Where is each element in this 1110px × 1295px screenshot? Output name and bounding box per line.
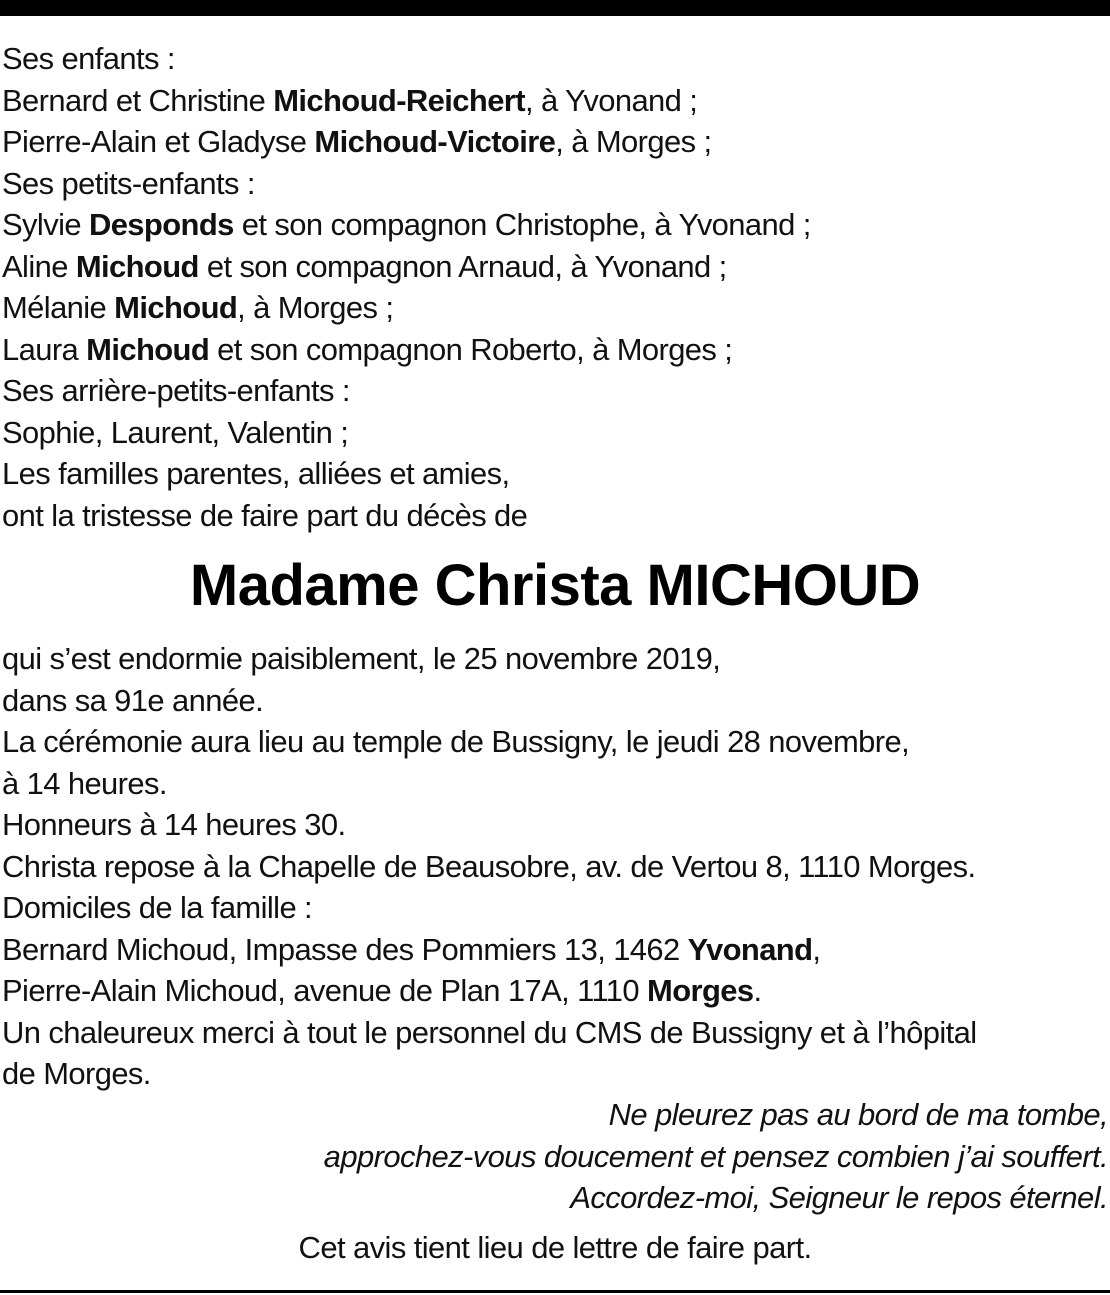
deceased-name: Madame Christa MICHOUD — [189, 553, 921, 618]
child-surname: Michoud-Victoire — [314, 124, 556, 159]
family-list — [2, 38, 1108, 536]
grandchild-surname: Michoud — [86, 331, 210, 367]
repose-line: Christa repose à la Chapelle de Beausobre, av. de Vertou 8, 1110 Morges. — [2, 848, 976, 884]
grandchild-entry: Laura Michoud et son compagnon Roberto, à Morges ; — [2, 331, 733, 367]
grandchild-surname: Desponds — [88, 207, 234, 242]
child-entry: Bernard et Christine Michoud-Reichert, à Yvonand ; — [2, 82, 698, 118]
top-rule — [0, 0, 1110, 16]
child-surname: Michoud-Reichert — [273, 82, 525, 118]
great-grandchildren-list: Sophie, Laurent, Valentin ; — [2, 414, 349, 450]
grandchild-entry: Mélanie Michoud, à Morges ; — [2, 290, 394, 325]
domicile-entry: Bernard Michoud, Impasse des Pommiers 13, 1462 Yvonand, — [2, 931, 821, 967]
grandchildren-heading: Ses petits-enfants : — [2, 165, 255, 201]
ceremony-time: à 14 heures. — [2, 765, 167, 801]
closing-note: Cet avis tient lieu de lettre de faire part. — [298, 1230, 812, 1265]
honours-line: Honneurs à 14 heures 30. — [2, 807, 346, 842]
domicile-town: Morges — [647, 973, 754, 1008]
grandchild-surname: Michoud — [114, 290, 238, 325]
domicile-entry: Pierre-Alain Michoud, avenue de Plan 17A, 1110 Morges. — [2, 973, 762, 1008]
thanks-line: Un chaleureux merci à tout le personnel du CMS de Bussigny et à l’hôpital — [2, 1014, 977, 1050]
age-line: dans sa 91e année. — [2, 682, 264, 718]
ceremony-line: La cérémonie aura lieu au temple de Bussigny, le jeudi 28 novembre, — [2, 724, 910, 759]
domiciles-heading: Domiciles de la famille : — [2, 890, 313, 925]
domicile-town: Yvonand — [687, 931, 813, 967]
grandchild-entry: Aline Michoud et son compagnon Arnaud, à Yvonand ; — [2, 248, 727, 284]
grandchild-entry: Sylvie Desponds et son compagnon Christophe, à Yvonand ; — [2, 207, 811, 242]
great-grandchildren-heading: Ses arrière-petits-enfants : — [2, 373, 350, 408]
relatives-line: Les familles parentes, alliées et amies, — [2, 456, 510, 491]
poem-line: Ne pleurez pas au bord de ma tombe, — [608, 1097, 1108, 1132]
thanks-line-end: de Morges. — [2, 1056, 151, 1091]
poem-block — [8, 1094, 1108, 1219]
child-entry: Pierre-Alain et Gladyse Michoud-Victoire, à Morges ; — [2, 124, 712, 159]
grandchild-surname: Michoud — [75, 248, 199, 284]
announcement-line: ont la tristesse de faire part du décès de — [2, 497, 528, 533]
passing-line: qui s’est endormie paisiblement, le 25 novembre 2019, — [2, 641, 721, 676]
children-heading: Ses enfants : — [2, 41, 175, 76]
poem-line: Accordez-moi, Seigneur le repos éternel. — [570, 1180, 1108, 1215]
bottom-rule — [0, 1290, 1110, 1293]
details-block — [2, 638, 1108, 1095]
poem-line: approchez-vous doucement et pensez combien j’ai souffert. — [323, 1138, 1108, 1174]
